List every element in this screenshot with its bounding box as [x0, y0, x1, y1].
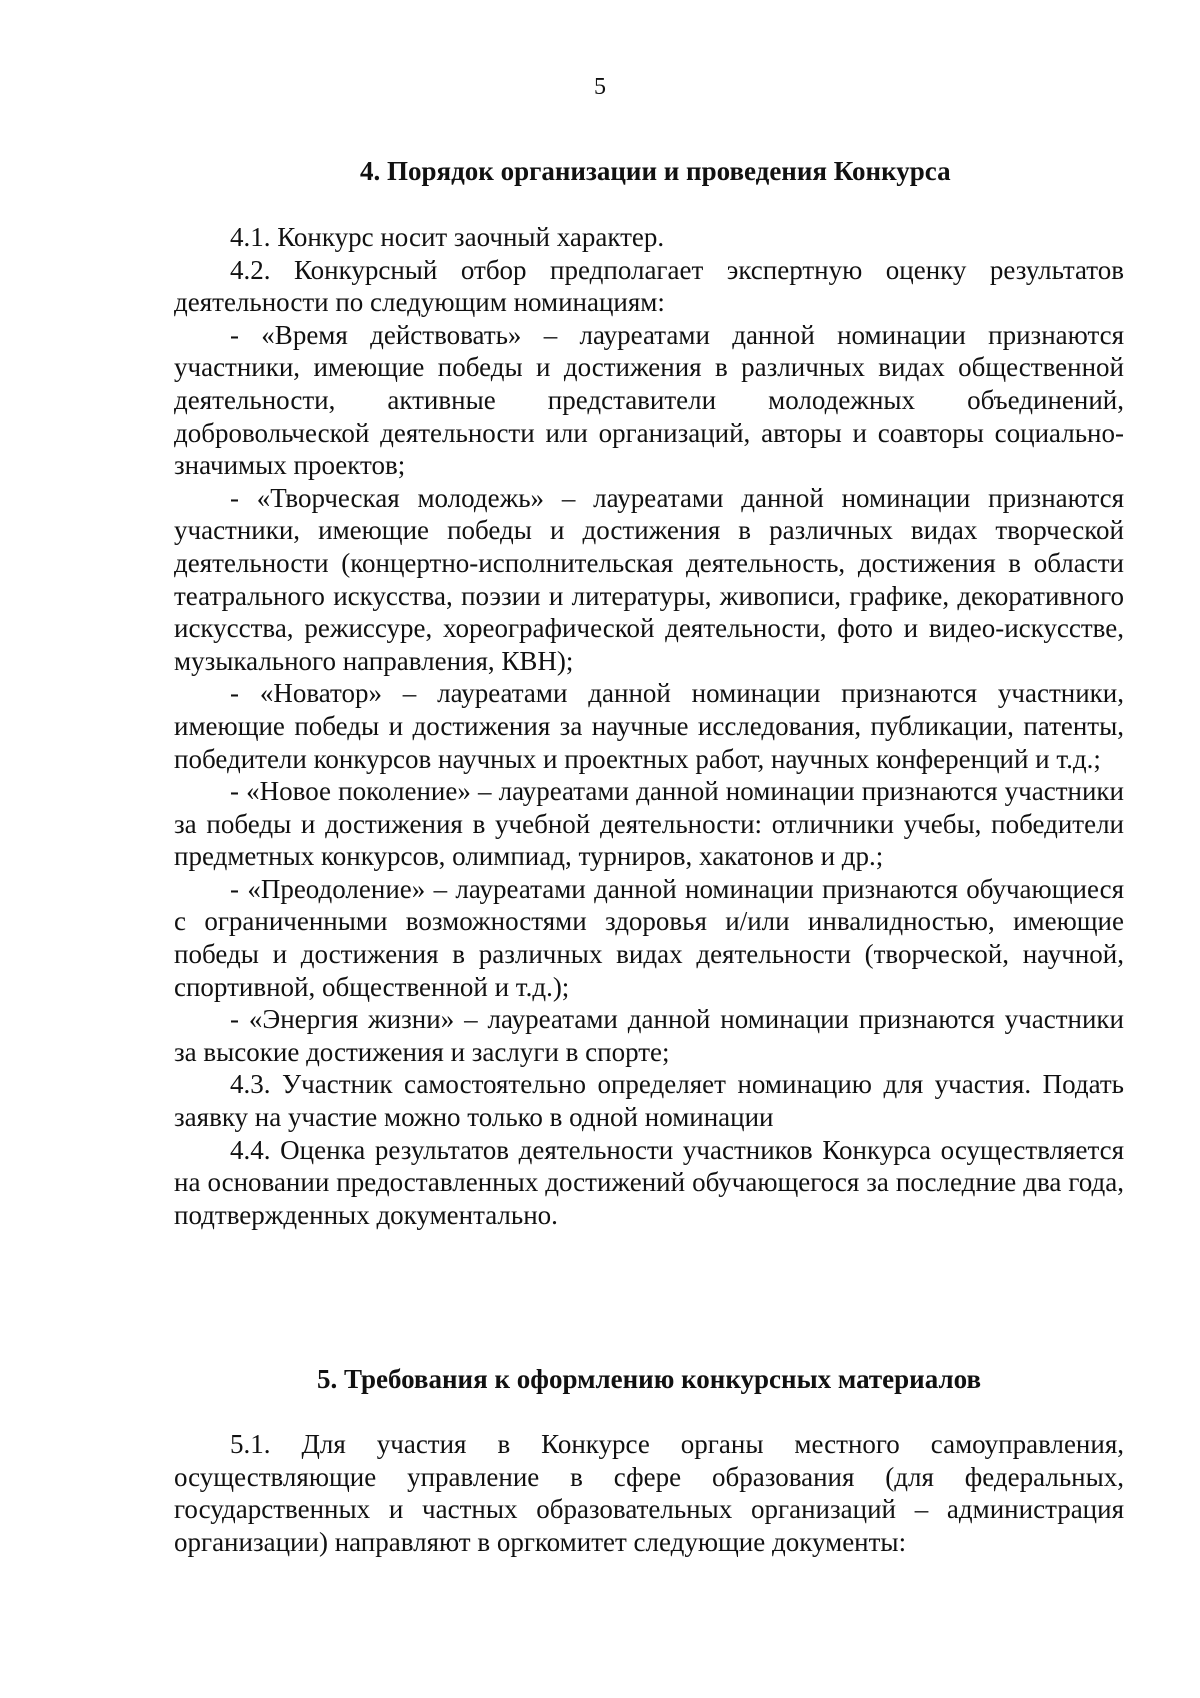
nomination-creative-youth: - «Творческая молодежь» – лауреатами данной номинации признаются участники, имеющие победы и достижения в различных видах творческой деятельности (концертно-исполнительская деятельность, достижения в области театрального искусства, поэзии и литературы, живописи, графике, декоративного искусства, режиссуре, хореографической деятельности, фото и видео-искусстве, музыкального направления, КВН); — [174, 482, 1124, 676]
paragraph-4-1: 4.1. Конкурс носит заочный характер. — [230, 222, 665, 252]
nomination-time-to-act: - «Время действовать» – лауреатами данной номинации признаются участники, имеющие победы и достижения в различных видах общественной деятельности, активные представители молодежных объединений, добровольческой деятельности или организаций, авторы и соавторы социально-значимых проектов; — [174, 319, 1124, 481]
paragraph-4-3: 4.3. Участник самостоятельно определяет номинацию для участия. Подать заявку на участие можно только в одной номинации — [174, 1069, 1124, 1133]
page-number: 5 — [594, 74, 606, 100]
section-5-body — [174, 1428, 1124, 1558]
nomination-overcoming: - «Преодоление» – лауреатами данной номинации признаются обучающиеся с ограниченными возможностями здоровья и/или инвалидностью, имеющие победы и достижения в различных видах деятельности (творческой, научной, спортивной, общественной и т.д.); — [174, 873, 1124, 1002]
paragraph-5-1: 5.1. Для участия в Конкурсе органы местного самоуправления, осуществляющие управление в сфере образования (для федеральных, государственных и частных образовательных организаций – администрация организации) направляют в оргкомитет следующие документы: — [174, 1429, 1124, 1557]
nomination-energy-of-life: - «Энергия жизни» – лауреатами данной номинации признаются участники за высокие достижения и заслуги в спорте; — [174, 1004, 1124, 1067]
section-4-body — [174, 221, 1124, 1231]
section-5-heading: 5. Требования к оформлению конкурсных материалов — [316, 1364, 982, 1394]
paragraph-4-2: 4.2. Конкурсный отбор предполагает экспертную оценку результатов деятельности по следующим номинациям: — [174, 254, 1124, 318]
nomination-new-generation: - «Новое поколение» – лауреатами данной номинации признаются участники за победы и достижения в учебной деятельности: отличники учебы, победители предметных конкурсов, олимпиад, турниров, хакатонов и др.; — [174, 776, 1124, 872]
section-4-heading: 4. Порядок организации и проведения Конкурса — [360, 156, 951, 186]
paragraph-4-4: 4.4. Оценка результатов деятельности участников Конкурса осуществляется на основании предоставленных достижений обучающегося за последние два года, подтвержденных документально. — [174, 1134, 1124, 1230]
nomination-innovator: - «Новатор» – лауреатами данной номинации признаются участники, имеющие победы и достижения за научные исследования, публикации, патенты, победители конкурсов научных и проектных работ, научных конференций и т.д.; — [174, 678, 1124, 774]
